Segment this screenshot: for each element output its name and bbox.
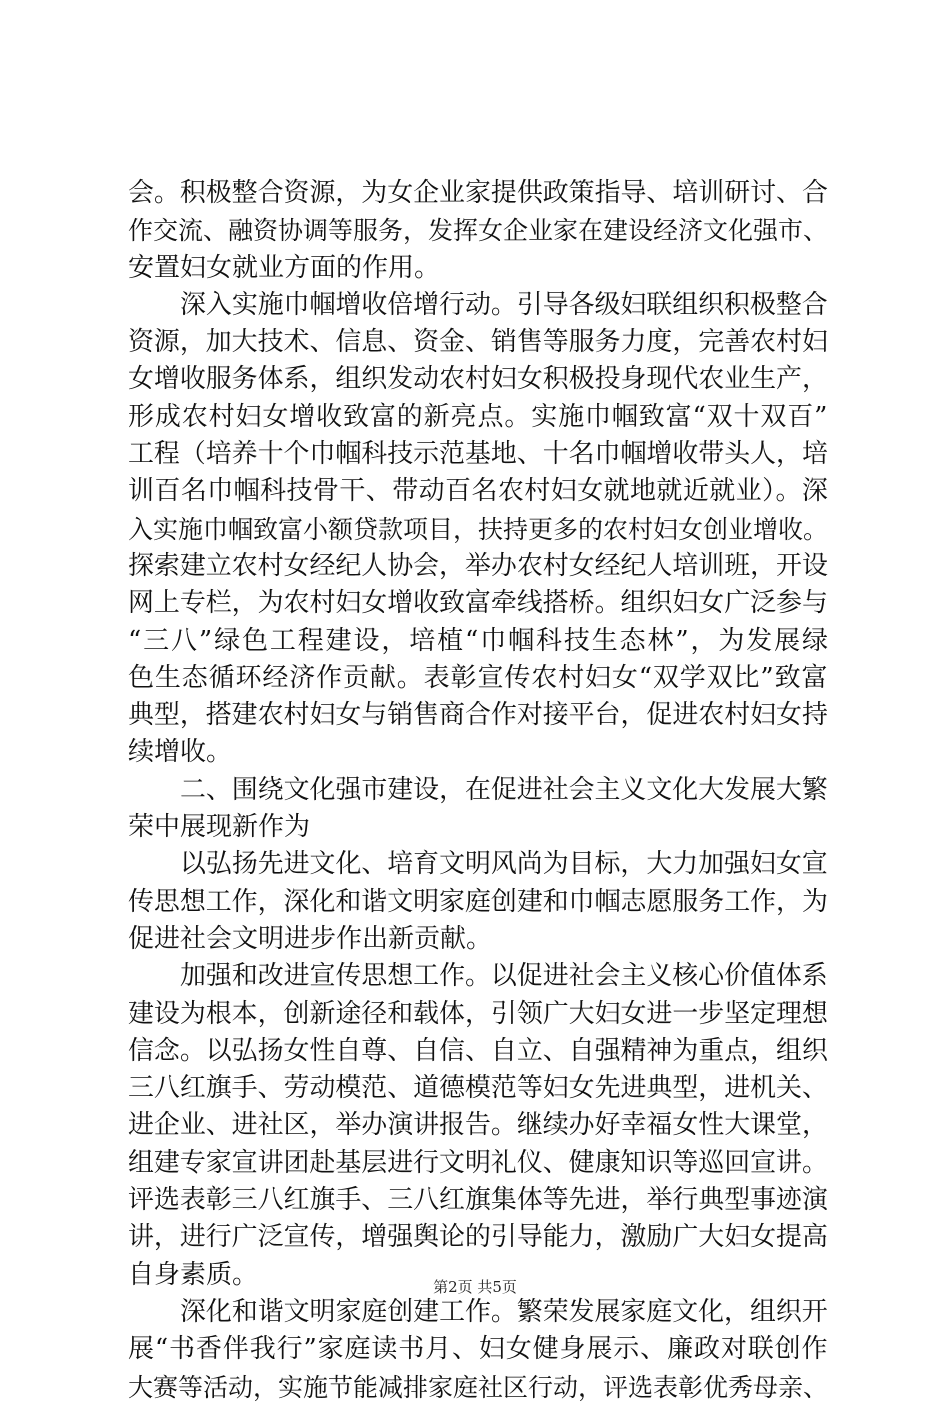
text-line: 信念。以弘扬女性自尊、自信、自立、自强精神为重点，组织 <box>128 1035 828 1066</box>
text-line: 安置妇女就业方面的作用。 <box>128 252 441 283</box>
text-line: 自身素质。 <box>128 1259 259 1290</box>
text-line: 深入实施巾帼增收倍增行动。引导各级妇联组织积极整合 <box>180 289 828 320</box>
text-line: 建设为根本，创新途径和载体，引领广大妇女进一步坚定理想 <box>128 998 828 1029</box>
text-line: 探索建立农村女经纪人协会，举办农村女经纪人培训班，开设 <box>128 550 828 581</box>
text-line: 深化和谐文明家庭创建工作。繁荣发展家庭文化，组织开 <box>180 1296 828 1327</box>
text-line: 大赛等活动，实施节能减排家庭社区行动，评选表彰优秀母亲、 <box>128 1372 829 1402</box>
text-line: 讲，进行广泛宣传，增强舆论的引导能力，激励广大妇女提高 <box>128 1222 828 1253</box>
text-line: “三八”绿色工程建设，培植“巾帼科技生态林”，为发展绿 <box>128 625 830 656</box>
text-line: 工程（培养十个巾帼科技示范基地、十名巾帼增收带头人，培 <box>128 439 828 470</box>
text-line: 会。积极整合资源，为女企业家提供政策指导、培训研讨、合 <box>128 178 828 208</box>
text-line: 荣中展现新作为 <box>128 812 311 843</box>
text-line: 以弘扬先进文化、培育文明风尚为目标，大力加强妇女宣 <box>180 849 828 880</box>
text-line: 色生态循环经济作贡献。表彰宣传农村妇女“双学双比”致富 <box>128 662 829 693</box>
text-line: 女增收服务体系，组织发动农村妇女积极投身现代农业生产， <box>128 364 828 395</box>
text-line: 传思想工作，深化和谐文明家庭创建和巾帼志愿服务工作，为 <box>128 886 828 917</box>
text-line: 进企业、进社区，举办演讲报告。继续办好幸福女性大课堂， <box>128 1110 828 1141</box>
text-line: 训百名巾帼科技骨干、带动百名农村妇女就地就近就业）。深 <box>128 476 829 507</box>
text-line: 二、围绕文化强市建设，在促进社会主义文化大发展大繁 <box>180 774 828 805</box>
text-line: 加强和改进宣传思想工作。以促进社会主义核心价值体系 <box>180 961 828 992</box>
text-line: 续增收。 <box>128 737 233 768</box>
text-line: 评选表彰三八红旗手、三八红旗集体等先进，举行典型事迹演 <box>128 1185 828 1216</box>
document-body <box>128 175 828 1406</box>
text-line: 组建专家宣讲团赴基层进行文明礼仪、健康知识等巡回宣讲。 <box>128 1147 828 1178</box>
text-line: 典型，搭建农村妇女与销售商合作对接平台，促进农村妇女持 <box>128 700 828 731</box>
text-line: 促进社会文明进步作出新贡献。 <box>128 923 493 954</box>
text-line: 展“书香伴我行”家庭读书月、妇女健身展示、廉政对联创作 <box>128 1334 829 1365</box>
text-line: 三八红旗手、劳动模范、道德模范等妇女先进典型，进机关、 <box>128 1073 828 1104</box>
text-line: 资源，加大技术、信息、资金、销售等服务力度，完善农村妇 <box>128 327 828 358</box>
page-number-footer: 第2页 共5页 <box>433 1278 517 1296</box>
text-line: 入实施巾帼致富小额贷款项目，扶持更多的农村妇女创业增收。 <box>128 514 829 544</box>
text-line: 作交流、融资协调等服务，发挥女企业家在建设经济文化强市、 <box>128 216 829 246</box>
text-line: 形成农村妇女增收致富的新亮点。实施巾帼致富“双十双百” <box>128 401 829 432</box>
text-line: 网上专栏，为农村妇女增收致富牵线搭桥。组织妇女广泛参与 <box>128 588 828 619</box>
